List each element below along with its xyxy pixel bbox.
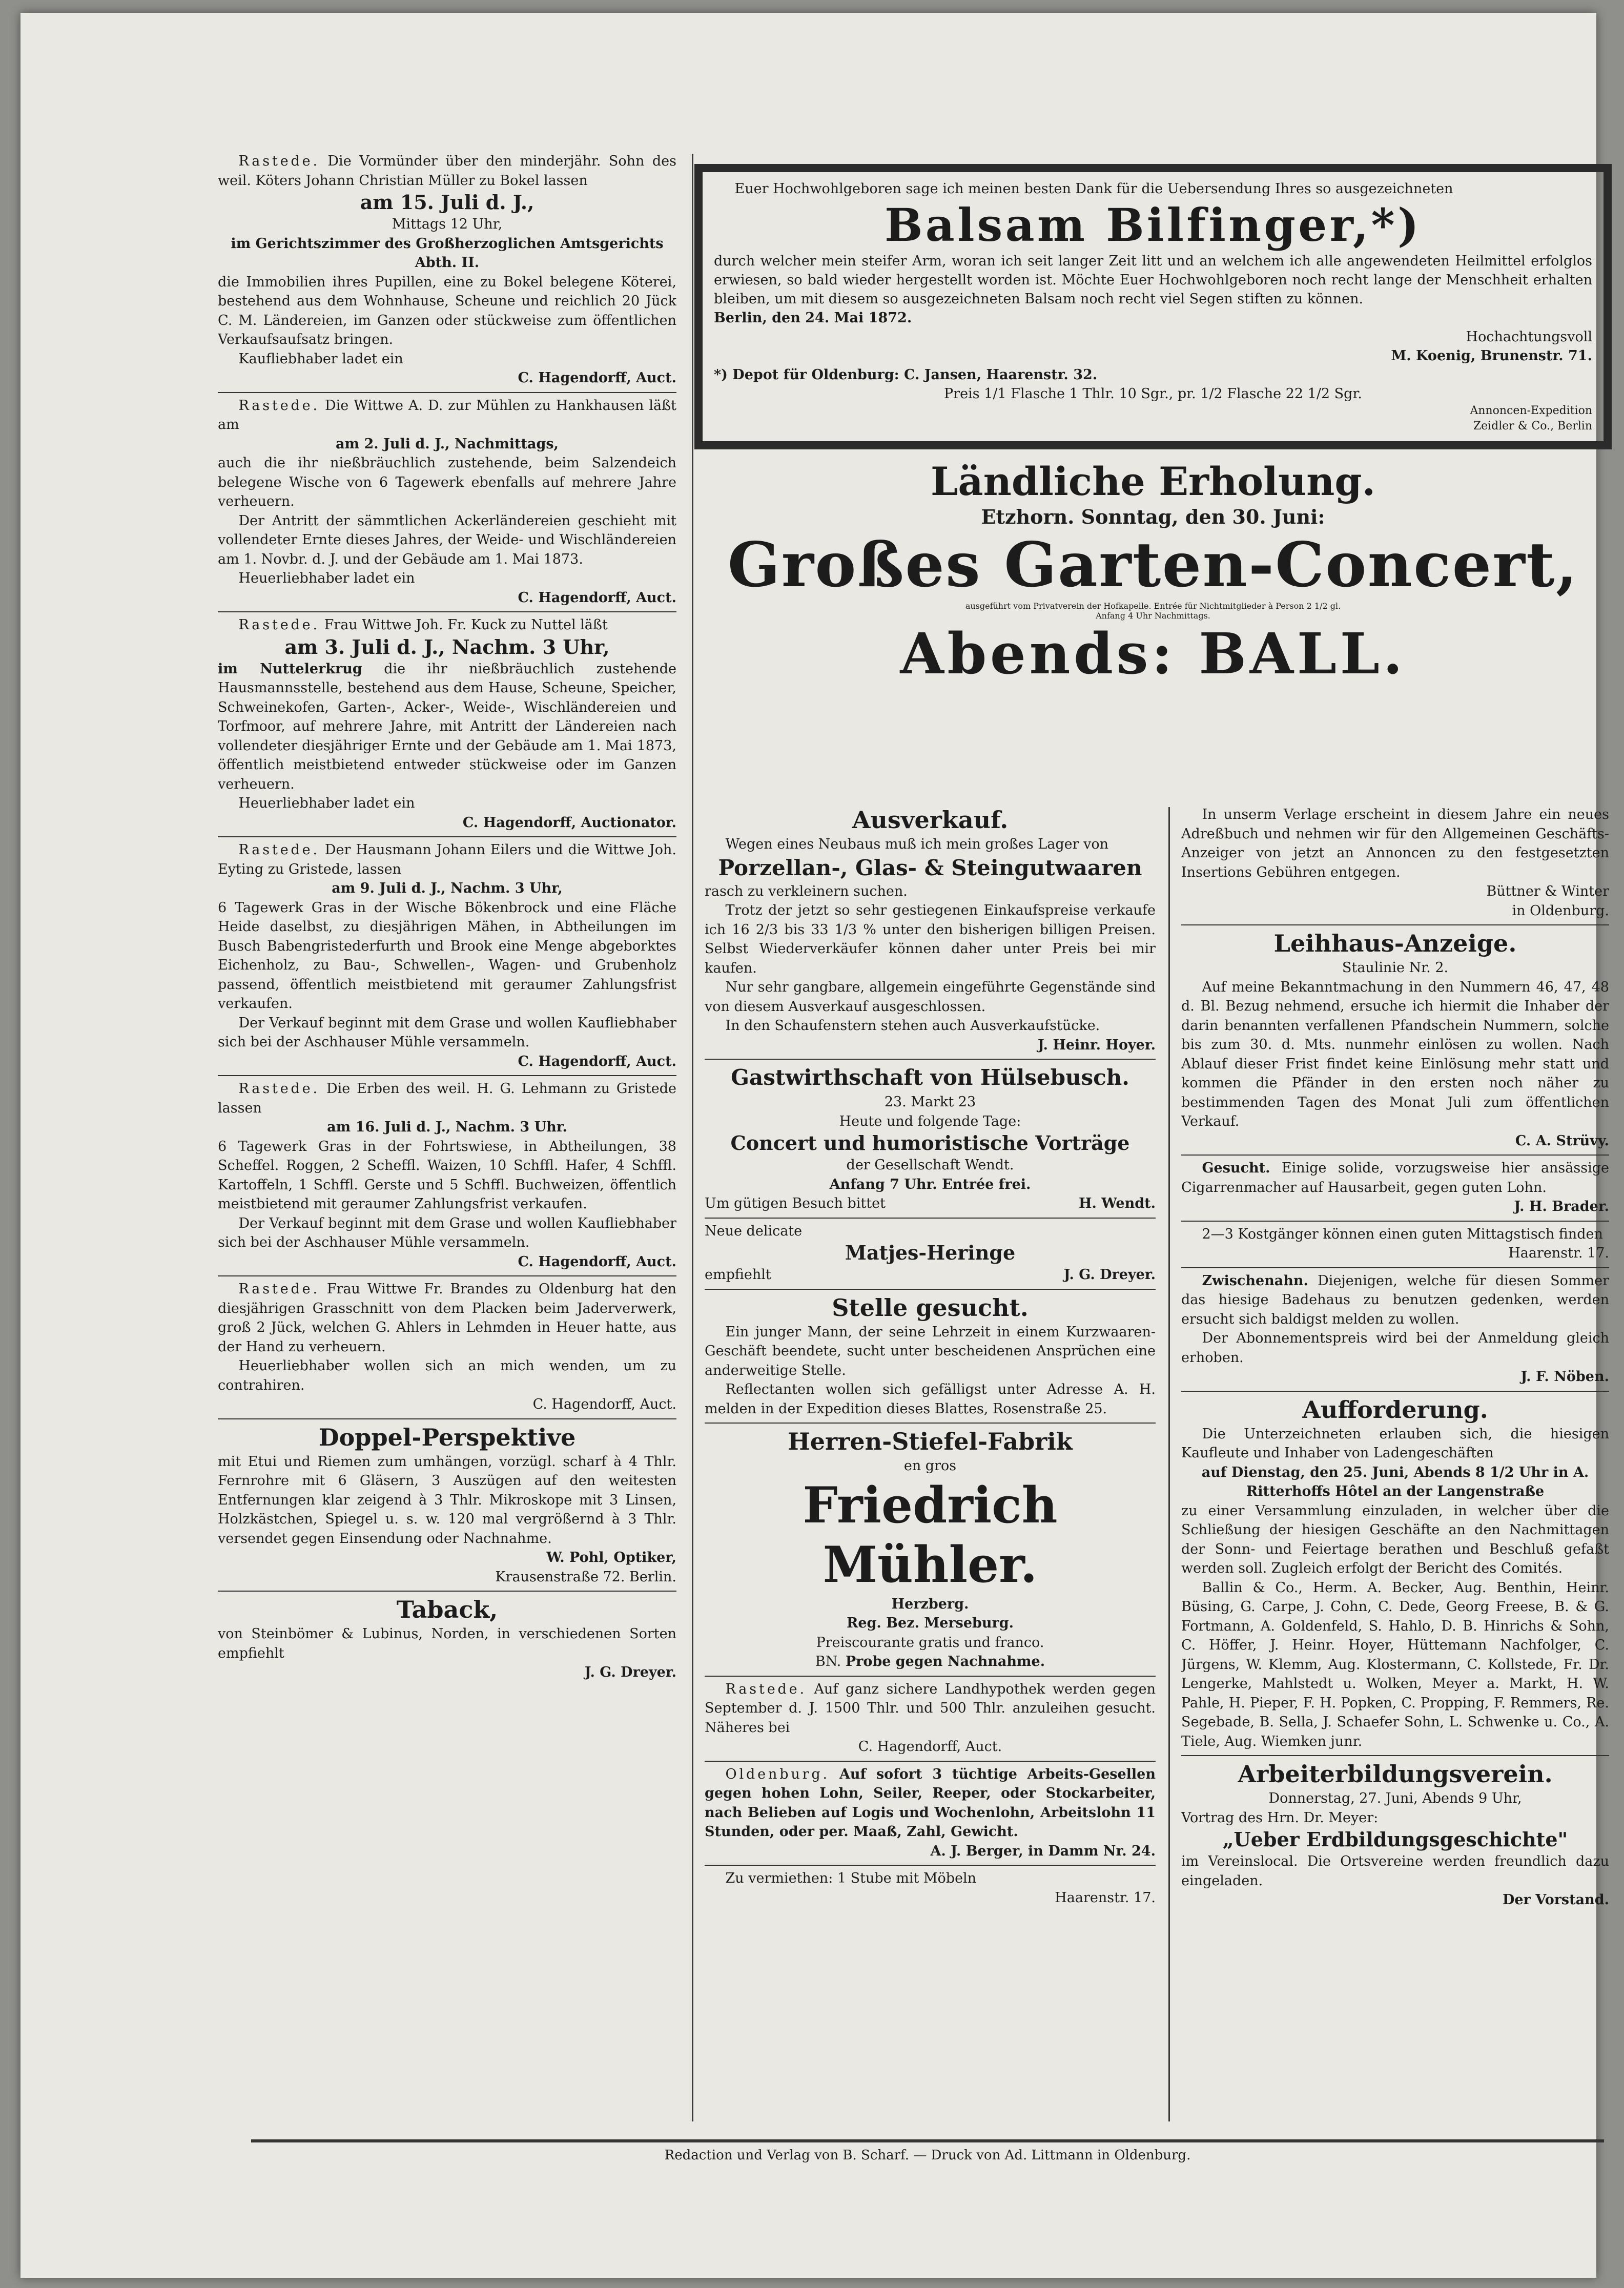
- ad-workers-wanted: Oldenburg. Auf sofort 3 tüchtige Arbeits-Gesellen gegen hohen Lohn, Seiler, Reeper, oder Stockarbeiter, nach Belieben auf Logis und Wochenlohn, Arbeitslohn 11 Stunden, oder per. Maaß, Zahl, Gewicht. A. J. Berger, in Damm Nr. 24.: [705, 1762, 1156, 1866]
- ad-boot-factory: Herren-Stiefel-Fabrik en gros Friedrich Mühler. Herzberg. Reg. Bez. Merseburg. Preiscourante gratis und franco. BN. Probe gegen Nachnahme.: [705, 1424, 1156, 1677]
- ad-herring: Neue delicate Matjes-Heringe empfiehlt J. G. Dreyer.: [705, 1219, 1156, 1290]
- column-middle: [705, 802, 1156, 2124]
- ad-mortgage-loan: Rastede. Auf ganz sichere Landhypothek werden gegen September d. J. 1500 Thlr. und 500 Thlr. anzuleihen gesucht. Näheres bei C. Hagendorff, Auct.: [705, 1677, 1156, 1762]
- top-spanning-ads: [694, 164, 1612, 802]
- ad-inn-huelsebusch: Gastwirthschaft von Hülsebusch. 23. Markt 23 Heute und folgende Tage: Concert und humoristische Vorträge der Gesellschaft Wendt. Anfang 7 Uhr. Entrée frei. Um gütigen Besuch bittet H. Wendt.: [705, 1060, 1156, 1219]
- column-rule-1: [692, 154, 693, 2121]
- ad-position-wanted: Stelle gesucht. Ein junger Mann, der seine Lehrzeit in einem Kurzwaaren-Geschäft beendete, sucht unter bescheidenen Ansprüchen eine anderweitige Stelle. Reflectanten wollen sich gefälligst unter Adresse A. H. melden in der Expedition dieses Blattes, Rosenstraße 25.: [705, 1290, 1156, 1424]
- ad-pawnshop: Leihhaus-Anzeige. Staulinie Nr. 2. Auf meine Bekanntmachung in den Nummern 46, 47, 48 d. Bl. Bezug nehmend, ersuche ich hiermit die Inhaber der darin benannten verfallenen Pfandschein Nummern, solche bis zum 30. d. Mts. nunmehr einlösen zu wollen. Nach Ablauf dieser Frist findet keine Einlösung mehr statt und kommen die Pfänder in den ersten noch näher zu bestimmenden Tagen des Monat Juli zum öffentlichen Verkauf. C. A. Strüvy.: [1181, 925, 1609, 1156]
- ad-balsam-bilfinger: Euer Hochwohlgeboren sage ich meinen besten Dank für die Uebersendung Ihres so ausgezeichneten Balsam Bilfinger,*) durch welcher mein steifer Arm, woran ich seit langer Zeit litt und an welchem ich alle angewendeten Heilmittel erfolglos erwiesen, so bald wieder hergestellt worden ist. Möchte Euer Hochwohlgeboren noch recht lange der Menschheit erhalten bleiben, um mit diesem so ausgezeichneten Balsam noch recht viel Segen stiften zu können. Berlin, den 24. Mai 1872. Hochachtungsvoll M. Koenig, Brunenstr. 71. *) Depot für Oldenburg: C. Jansen, Haarenstr. 32. Preis 1/1 Flasche 1 Thlr. 10 Sgr., pr. 1/2 Flasche 22 1/2 Sgr. Annoncen-Expedition Zeidler & Co., Berlin: [694, 164, 1612, 449]
- ad-rent-nuttel: Rastede. Frau Wittwe Joh. Fr. Kuck zu Nuttel läßt am 3. Juli d. J., Nachm. 3 Uhr, im Nuttelerkrug die ihr nießbräuchlich zustehende Hausmannsstelle, bestehend aus dem Hause, Scheune, Speicher, Schweinekofen, Garten-, Acker-, Weide-, Wischländereien und Torfmoor, auf mehrere Jahre, mit Antritt der Ländereien nach vollendeter diesjähriger Ernte und der Gebäude am 1. Mai 1873, öffentlich meistbietend entweder stückweise oder im Ganzen verheuern. Heuerliebhaber ladet ein C. Hagendorff, Auctionator.: [218, 612, 676, 837]
- ad-sale-lehmann-heirs: Rastede. Die Erben des weil. H. G. Lehmann zu Gristede lassen am 16. Juli d. J., Nachm. 3 Uhr. 6 Tagewerk Gras in der Fohrtswiese, in Abtheilungen, 38 Scheffel. Roggen, 2 Scheffl. Waizen, 10 Schffl. Hafer, 4 Schffl. Kartoffeln, 1 Schffl. Gerste und 5 Schffl. Buchweizen, öffentlich meistbietend mit geraumer Zahlungsfrist verkaufen. Der Verkauf beginnt mit dem Grase und wollen Kaufliebhaber sich bei der Aschhauser Mühle versammeln. C. Hagendorff, Auct.: [218, 1076, 676, 1276]
- ad-tobacco: Taback, von Steinbömer & Lubinus, Norden, in verschiedenen Sorten empfiehlt J. G. Dreyer.: [218, 1596, 676, 1680]
- column-rule-2: [1168, 807, 1170, 2121]
- ad-grass-brandes: Rastede. Frau Wittwe Fr. Brandes zu Oldenburg hat den diesjährigen Grasschnitt von dem Placken beim Jaderverwerk, groß 2 Jück, welchen G. Ahlers in Lehmden in Heuer hatte, aus der Hand zu verheuern. Heuerliebhaber wollen sich an mich wenden, um zu contrahiren. C. Hagendorff, Auct.: [218, 1276, 676, 1419]
- ad-workers-education: Arbeiterbildungsverein. Donnerstag, 27. Juni, Abends 9 Uhr, Vortrag des Hrn. Dr. Meyer: „Ueber Erdbildungsgeschichte" im Vereinslocal. Die Ortsvereine werden freundlich dazu eingeladen. Der Vorstand.: [1181, 1760, 1609, 1908]
- ad-auction-bokel: Rastede. Die Vormünder über den minderjähr. Sohn des weil. Köters Johann Christian Müller zu Bokel lassen am 15. Juli d. J., Mittags 12 Uhr, im Gerichtszimmer des Großherzoglichen Amtsgerichts Abth. II. die Immobilien ihres Pupillen, eine zu Bokel belegene Köterei, bestehend aus dem Wohnhause, Scheune und reichlich 20 Jück C. M. Ländereien, im Ganzen oder stückweise zum öffentlichen Verkaufsaufsatz bringen. Kaufliebhaber ladet ein C. Hagendorff, Auct.: [218, 149, 676, 393]
- ad-merchants-meeting: Aufforderung. Die Unterzeichneten erlauben sich, die hiesigen Kaufleute und Inhaber von Ladengeschäften auf Dienstag, den 25. Juni, Abends 8 1/2 Uhr in A. Ritterhoffs Hôtel an der Langenstraße zu einer Versammlung einzuladen, in welcher über die Schließung der hiesigen Geschäfte an den Nachmittagen der Sonn- und Feiertage berathen und Beschluß gefaßt werden soll. Zugleich erfolgt der Bericht des Comités. Ballin & Co., Herm. A. Becker, Aug. Benthin, Heinr. Büsing, G. Carpe, J. Cohn, C. Dede, Georg Freese, B. & G. Fortmann, A. Goldenfeld, S. Hahlo, D. B. Hinrichs & Sohn, C. Höffer, J. Heinr. Hoyer, Hüttemann Nachfolger, C. Jürgens, W. Klemm, Aug. Klostermann, C. Kollstede, Fr. Dr. Lengerke, Mahlstedt u. Wolken, Meyer a. Markt, H. W. Pahle, H. Pieper, F. H. Popken, C. Propping, F. Remmers, Re. Segebade, B. Sella, J. Schaefer Sohn, L. Schwenke u. Co., A. Tiele, Aug. Wiemken junr.: [1181, 1392, 1609, 1757]
- imprint-footer: Redaction und Verlag von B. Scharf. — Druck von Ad. Littmann in Oldenburg.: [251, 2139, 1604, 2163]
- ad-boarders: 2—3 Kostgänger können einen guten Mittagstisch finden Haarenstr. 17.: [1181, 1222, 1609, 1268]
- ad-cigar-makers-wanted: Gesucht. Einige solide, vorzugsweise hier ansässige Cigarrenmacher auf Hausarbeit, gegen guten Lohn. J. H. Brader.: [1181, 1156, 1609, 1222]
- ad-clearance-sale: Ausverkauf. Wegen eines Neubaus muß ich mein großes Lager von Porzellan-, Glas- & Steingutwaaren rasch zu verkleinern suchen. Trotz der jetzt so sehr gestiegenen Einkaufspreise verkaufe ich 16 2/3 bis 33 1/3 % unter den bisherigen billigen Preisen. Selbst Wiederverkäufer können daher unter Preis bei mir kaufen. Nur sehr gangbare, allgemein eingeführte Gegenstände sind von diesem Ausverkauf ausgeschlossen. In den Schaufenstern stehen auch Ausverkaufstücke. J. Heinr. Hoyer.: [705, 802, 1156, 1060]
- ad-address-book: In unserm Verlage erscheint in diesem Jahre ein neues Adreßbuch und nehmen wir für den Allgemeinen Geschäfts-Anzeiger von jetzt an Annoncen zu den festgesetzten Insertions Gebühren entgegen. Büttner & Winter in Oldenburg.: [1181, 802, 1609, 925]
- ad-room-to-let: Zu vermiethen: 1 Stube mit Möbeln Haarenstr. 17.: [725, 1870, 1156, 1906]
- ad-garden-concert: Ländliche Erholung. Etzhorn. Sonntag, den 30. Juni: Großes Garten-Concert, ausgeführt vom Privatverein der Hofkapelle. Entrée für Nichtmitglieder à Person 2 1/2 gl. Anfang 4 Uhr Nachmittags. Abends: BALL.: [727, 459, 1579, 687]
- column-left: [218, 149, 676, 2119]
- ad-bathhouse: Zwischenahn. Diejenigen, welche für diesen Sommer das hiesige Badehaus zu benutzen gedenken, werden ersucht sich baldigst melden zu wollen. Der Abonnementspreis wird bei der Anmeldung gleich erhoben. J. F. Nöben.: [1181, 1268, 1609, 1392]
- ad-grass-sale-gristede: Rastede. Der Hausmann Johann Eilers und die Wittwe Joh. Eyting zu Gristede, lassen am 9. Juli d. J., Nachm. 3 Uhr, 6 Tagewerk Gras in der Wische Bökenbrock und eine Fläche Heide daselbst, zu diesjährigen Mähen, in Abtheilungen im Busch Babengristederfurth und Brook eine Menge abgeborktes Eichenholz, zu Bau-, Schwellen-, Wagen- und Grubenholz passend, öffentlich meistbietend mit geraumer Zahlungsfrist verkaufen. Der Verkauf beginnt mit dem Grase und wollen Kaufliebhaber sich bei der Aschhauser Mühle versammeln. C. Hagendorff, Auct.: [218, 837, 676, 1076]
- column-right: [1181, 802, 1609, 2124]
- ad-optician-pohl: Doppel-Perspektive mit Etui und Riemen zum umhängen, vorzügl. scharf à 4 Thlr. Fernrohre mit 6 Gläsern, 3 Auszügen auf den weitesten Entfernungen klar zeigend à 3 Thlr. Mikroskope mit 3 Linsen, Holzkästchen, Spiegel u. s. w. 120 mal vergrößernd à 3 Thlr. versendet gegen Einsendung oder Nachnahme. W. Pohl, Optiker, Krausenstraße 72. Berlin.: [218, 1419, 676, 1592]
- ad-rent-hankhausen: Rastede. Die Wittwe A. D. zur Mühlen zu Hankhausen läßt am am 2. Juli d. J., Nachmittags, auch die ihr nießbräuchlich zustehende, beim Salzendeich belegene Wische von 6 Tagewerk ebenfalls auf mehrere Jahre verheuern. Der Antritt der sämmtlichen Ackerländereien geschieht mit vollendeter Ernte dieses Jahres, der Weide- und Wischländereien am 1. Novbr. d. J. und der Gebäude am 1. Mai 1873. Heuerliebhaber ladet ein C. Hagendorff, Auct.: [218, 393, 676, 613]
